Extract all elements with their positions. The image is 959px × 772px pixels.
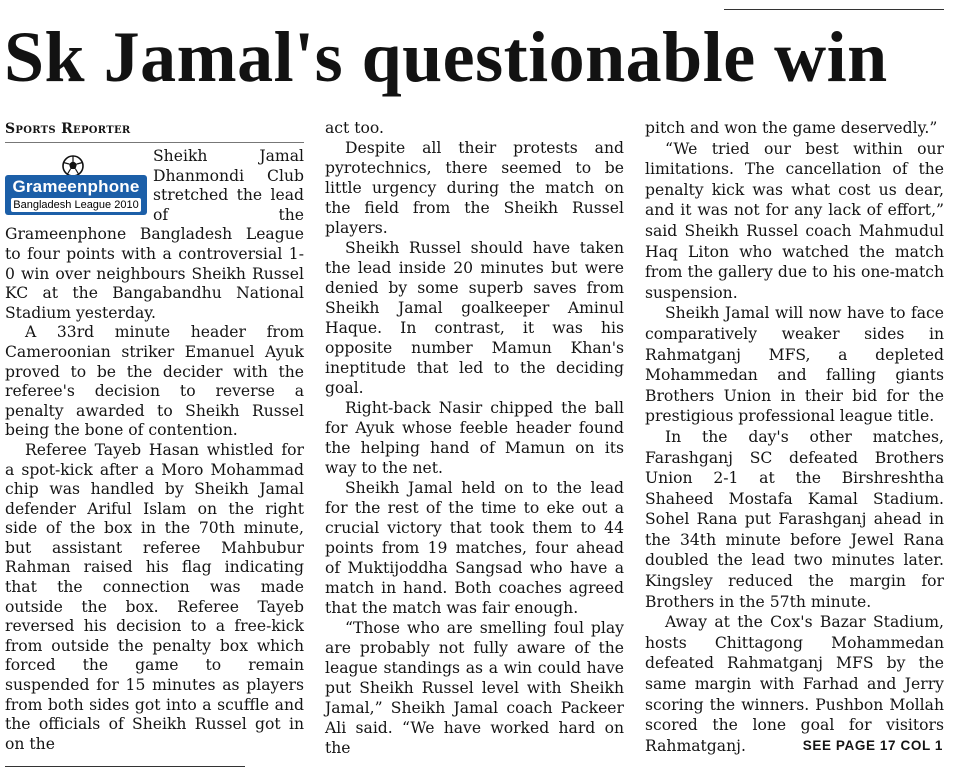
bottom-rule (5, 766, 245, 767)
byline: Sports Reporter (5, 118, 304, 143)
paragraph: Sheikh Russel should have taken the lead inside 20 minutes but were denied by some superb saves from Sheikh Jamal goalkeeper Aminul Haque. In contrast, it was his opposite number Mamun Khan's ineptitude that led to the deciding goal. (325, 239, 624, 397)
headline: Sk Jamal's questionable win (4, 17, 888, 97)
paragraph: Sheikh Jamal held on to the lead for the rest of the time to eke out a crucial victory that took them to 44 points from 19 matches, four ahead of Muktijoddha Sangsad who have a match in hand. Both coaches agreed that the match was fair enough. (325, 479, 624, 617)
paragraph: Referee Tayeb Hasan whistled for a spot-kick after a Moro Mohammad chip was handled by Sheikh Jamal defender Ariful Islam on the right side of the box in the 70th minute, but assistant referee Mahbubur Rahman raised his flag indicating that the connection was made outside the box. Referee Tayeb reversed his decision to a free-kick from outside the penalty box which forced the game to remain suspended for 15 minutes as players from both sides got into a scuffle and the officials of Sheikh Russel got in on the (5, 440, 304, 753)
paragraph: Despite all their protests and pyrotechnics, there seemed to be little urgency during the match on the field from the Sheikh Russel players. (325, 139, 624, 237)
paragraph: Sheikh Jamal Dhanmondi Club stretched the lead of the Grameenphone Bangladesh League to four points with a controversial 1-0 win over neighbours Sheikh Russel KC at the Bangabandhu National Stadium yesterday. (5, 147, 304, 322)
paragraph: Sheikh Jamal will now have to face comparatively weaker sides in Rahmatganj MFS, a depleted Mohammedan and falling giants Brothers Union in their bid for the prestigious professional league title. (645, 304, 944, 426)
jump-line: SEE PAGE 17 COL 1 (802, 738, 943, 753)
top-rule (724, 9, 944, 10)
logo-badge (5, 175, 147, 215)
paragraph: Right-back Nasir chipped the ball for Ayuk whose feeble header found the helping hand of Mamun on its way to the net. (325, 399, 624, 477)
logo-name: Grameenphone (12, 177, 140, 196)
logo-subtitle: Bangladesh League 2010 (11, 198, 141, 212)
paragraph: act too. (325, 119, 384, 137)
paragraph: “Those who are smelling foul play are probably not fully aware of the league standings as a win could have put Sheikh Russel level with Sheikh Jamal,” Sheikh Jamal coach Packeer Ali said. “We have worked hard on the (325, 619, 624, 757)
paragraph: Away at the Cox's Bazar Stadium, hosts Chittagong Mohammedan defeated Rahmatganj MFS by the same margin with Farhad and Jerry scoring the winners. Pushbon Mollah scored the lone goal for visitors Rahmatganj. (645, 613, 944, 755)
paragraph: A 33rd minute header from Cameroonian striker Emanuel Ayuk proved to be the decider with the referee's decision to reverse a penalty awarded to Sheikh Russel being the bone of contention. (5, 323, 304, 440)
league-logo (5, 155, 147, 219)
article-column-1 (5, 118, 304, 754)
football-icon (55, 155, 91, 177)
article-column-2 (325, 118, 624, 758)
paragraph: In the day's other matches, Farashganj SC defeated Brothers Union 2-1 at the Birshreshtha Shaheed Mostafa Kamal Stadium. Sohel Rana put Farashganj ahead in the 34th minute before Jewel Rana doubled the lead two minutes later. Kingsley reduced the margin for Brothers in the 57th minute. (645, 427, 944, 611)
paragraph: pitch and won the game deservedly.” (645, 119, 938, 137)
paragraph: “We tried our best within our limitations. The cancellation of the penalty kick was what cost us dear, and it was not for any lack of effort,” said Sheikh Russel coach Mahmudul Haq Liton who watched the match from the gallery due to his one-match suspension. (645, 139, 944, 302)
article-column-3 (645, 118, 944, 756)
